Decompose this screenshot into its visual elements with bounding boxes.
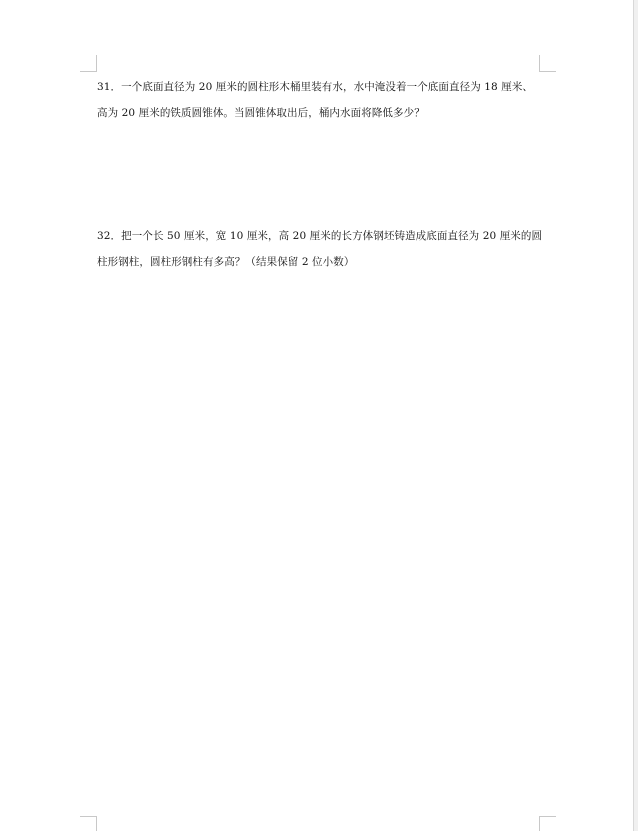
crop-mark-top-right [539,55,556,72]
question-31-line-1: 31．一个底面直径为 20 厘米的圆柱形木桶里装有水，水中淹没着一个底面直径为 18 厘米、 [97,81,534,93]
viewer-right-edge [633,0,638,831]
question-32-line-2: 柱形钢柱，圆柱形钢柱有多高？（结果保留 2 位小数） [97,256,355,268]
question-31 [97,74,547,126]
question-32 [97,223,547,275]
crop-mark-bottom-right [539,816,556,831]
question-32-line-1: 32．把一个长 50 厘米，宽 10 厘米，高 20 厘米的长方体钢坯铸造成底面直径为 20 厘米的圆 [97,230,543,242]
crop-mark-top-left [80,55,97,72]
question-31-line-2: 高为 20 厘米的铁质圆锥体。当圆锥体取出后，桶内水面将降低多少？ [97,107,425,119]
crop-mark-bottom-left [80,816,97,831]
